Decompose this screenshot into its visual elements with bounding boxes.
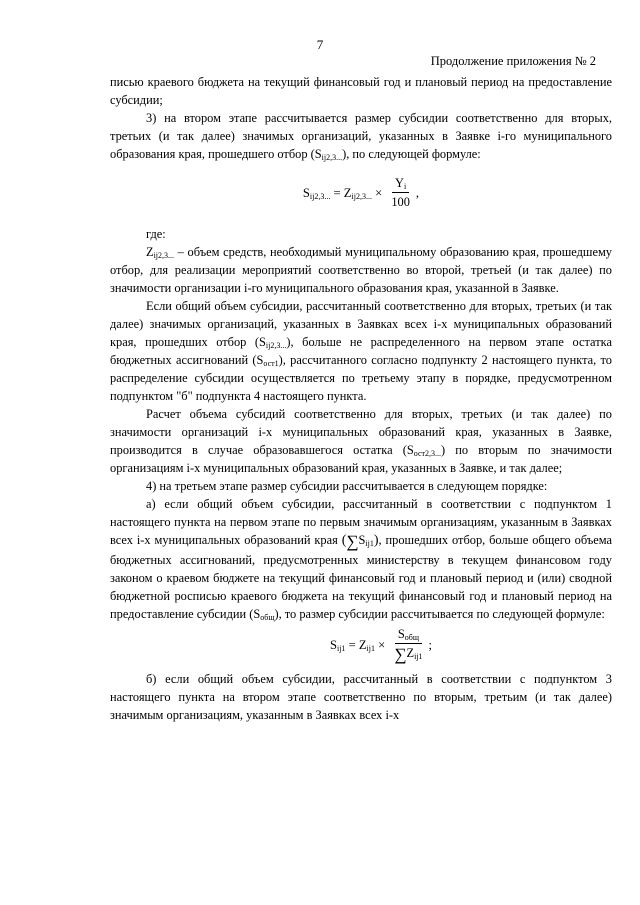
paragraph-stage-2: 3) на втором этапе рассчитывается размер субсидии соответственно для вторых, третьих (и так далее) значимых организаций, указанных в Заявке i-го муниципального образования края, прошедшего отбор $(S_{ij2,3...})$, по следующей формуле: xyxy=(110,111,612,162)
appendix-label: Продолжение приложения № 2 xyxy=(430,54,596,68)
formula-stage-2: $S_{ij2,3...} = Z_{ij2,3...}$ × $\frac{Y_i}{100}$ , xyxy=(302,176,420,209)
formula-stage-3-fraction: $\frac{S_{общ}}{\sum Z_{ij1}}$ xyxy=(394,627,423,664)
page-number: 7 xyxy=(316,37,324,52)
document-body xyxy=(110,73,612,724)
paragraph-stage-3: 4) на третьем этапе размер субсидии рассчитывается в следующем порядке: xyxy=(146,479,548,493)
paragraph-calculation: Расчет объема субсидий соответственно для вторых, третьих (и так далее) по значимости организаций i-х муниципальных образований края, указанных в Заявке, производится в случае образовавшегося остатка $(S_{ост2,3...})$ по вторым по значимости организациям i-х муниципальных образований края, указанных в Заявке, и так далее; xyxy=(110,407,612,475)
paragraph-subitem-b: б) если общий объем субсидии, рассчитанный в соответствии с подпунктом 3 настоящего пункта на втором этапе соответственно по вторым, третьим (и так далее) значимым организациям, указанным в Заявках всех i-х xyxy=(110,672,612,722)
paragraph-continuation: писью краевого бюджета на текущий финансовый год и плановый период на предоставление субсидии; xyxy=(110,75,612,107)
where-label: где: xyxy=(146,227,166,241)
formula-stage-2-fraction: $\frac{Y_i}{100}$ xyxy=(391,176,410,209)
paragraph-if-total: Если общий объем субсидии, рассчитанный соответственно для вторых, третьих (и так далее) значимых организаций, указанных в Заявках всех i-х муниципальных образований края, прошедших отбор $(S_{ij2,3...})$, больше не распределенного на первом этапе остатка бюджетных ассигнований $(S_{ост1})$, рассчитанного согласно подпункту 2 настоящего пункта, то распределение субсидии осуществляется по третьему этапу в порядке, предусмотренном подпунктом "б" подпункта 4 настоящего пункта. xyxy=(110,299,612,403)
paragraph-z-definition: $Z_{ij2,3...}$ – объем средств, необходимый муниципальному образованию края, прошедшему отбор, для реализации мероприятий соответственно во второй, третьей (и так далее) по значимости организации i-го муниципального образования края, указанной в Заявке. xyxy=(110,245,612,295)
paragraph-subitem-a: а) если общий объем субсидии, рассчитанный в соответствии с подпунктом 1 настоящего пункта на первом этапе по первым значимым организациям, указанным в Заявках всех i-х муниципальных образований края $(\sum S_{ij1})$, прошедших отбор, больше общего объема бюджетных ассигнований, предусмотренных министерству в текущем финансовом году законом о краевом бюджете на текущий финансовый год и плановый период и (или) сводной бюджетной росписью краевого бюджета на текущий финансовый год и плановый период на предоставление субсидии $(S_{общ})$, то размер субсидии рассчитывается по следующей формуле: xyxy=(110,497,612,622)
formula-stage-3: $S_{ij1} = Z_{ij1}$ × $\frac{S_{общ}}{\sum Z_{ij1}}$ ; xyxy=(329,627,433,664)
